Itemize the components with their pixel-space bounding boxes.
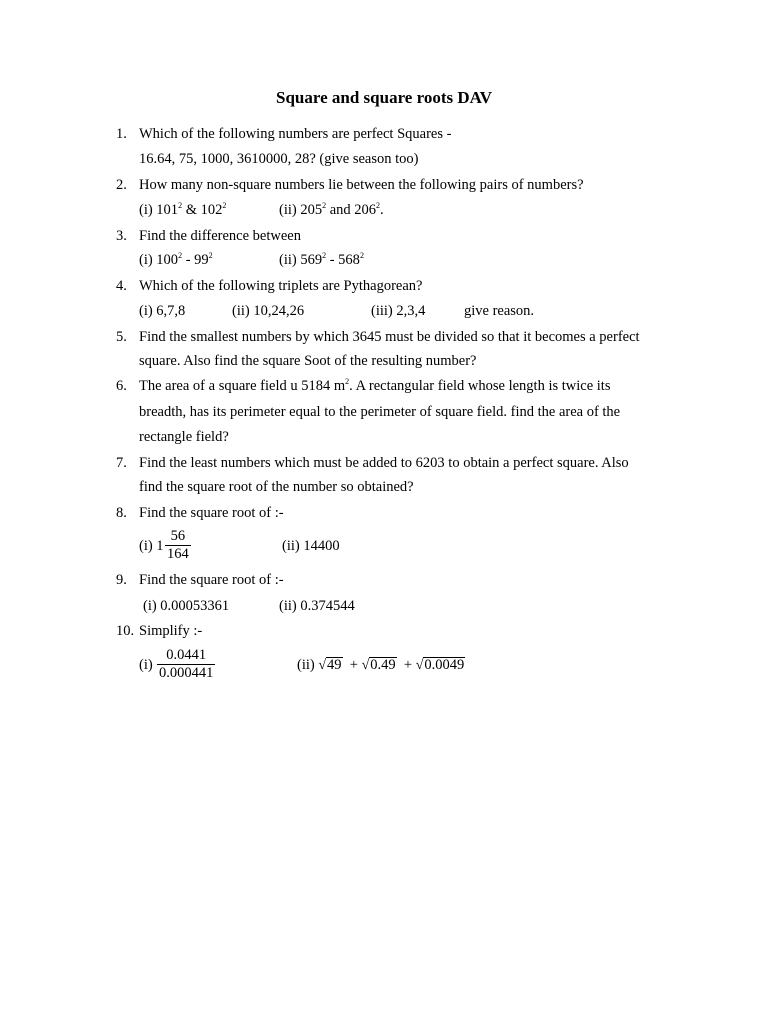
question-4-instruction: give reason. [464,303,535,319]
page-title: Square and square roots DAV [275,88,493,107]
question-4-number: 4. [116,278,127,294]
fraction-denominator: 0.000441 [159,665,214,681]
question-2-part-i: (i) $101^2$ & $102^2$ [139,201,227,218]
question-2-text: How many non-square numbers lie between the following pairs of numbers? [139,177,584,193]
question-8-part-ii: (ii) 14400 [282,538,340,554]
question-2-part-ii: (ii) $205^2$ and $206^2$. [279,201,384,218]
part-ii-label: (ii) [297,657,315,673]
question-3-part-i: (i) $100^2 - 99^2$ [139,251,213,268]
fraction-numerator: 56 [165,528,191,546]
question-1-number: 1. [116,126,127,142]
question-1-line-2: 16.64, 75, 1000, 3610000, 28? (give season too) [139,151,419,167]
radical-sign-icon: √ [361,658,370,673]
question-10-text: Simplify :- [139,623,203,639]
question-8-part-i-fraction [165,528,191,563]
square-root-0-49: √0.49 [361,657,396,673]
question-5-line-2: square. Also find the square Soot of the resulting number? [139,353,477,369]
question-6-number: 6. [116,378,127,394]
square-root-49: √49 [318,657,342,673]
question-9-number: 9. [116,572,127,588]
question-6-line-2: breadth, has its perimeter equal to the perimeter of square field. find the area of the [139,404,621,420]
question-6-line-3: rectangle field? [139,429,229,445]
fraction-denominator: 164 [167,546,189,562]
question-9-part-i: (i) 0.00053361 [143,598,230,614]
question-3-part-ii: (ii) $569^2 - 568^2$ [279,251,364,268]
question-5-line-1: Find the smallest numbers by which 3645 must be divided so that it becomes a perfect [139,329,640,345]
question-6-line-1: The area of a square field u 5184 $m^2$. A rectangular field whose length is twice its [139,377,611,394]
question-8-part-i-label: (i) 1 [139,538,164,554]
fraction-numerator: 0.0441 [157,647,215,665]
question-3-number: 3. [116,228,127,244]
question-7-line-2: find the square root of the number so obtained? [139,479,414,495]
question-4-part-i: (i) 6,7,8 [139,303,186,319]
question-1-text: Which of the following numbers are perfect Squares - [139,126,452,142]
question-7-line-1: Find the least numbers which must be added to 6203 to obtain a perfect square. Also [139,455,629,471]
question-10-part-i-fraction [157,647,215,682]
radical-sign-icon: √ [318,658,327,673]
question-10-part-ii: (ii) √49 + √0.49 + √0.0049 [297,657,465,673]
question-8-text: Find the square root of :- [139,505,284,521]
radical-sign-icon: √ [415,658,424,673]
question-5-number: 5. [116,329,127,345]
question-9-part-ii: (ii) 0.374544 [279,598,355,614]
question-4-part-ii: (ii) 10,24,26 [232,303,305,319]
question-3-text: Find the difference between [139,228,301,244]
question-10-part-i-label: (i) [139,657,153,673]
question-4-part-iii: (iii) 2,3,4 [371,303,426,319]
question-10-number: 10. [116,623,135,639]
question-2-number: 2. [116,177,127,193]
question-8-number: 8. [116,505,127,521]
question-7-number: 7. [116,455,127,471]
question-9-text: Find the square root of :- [139,572,284,588]
question-4-text: Which of the following triplets are Pythagorean? [139,278,423,294]
square-root-0-0049: √0.0049 [415,657,465,673]
